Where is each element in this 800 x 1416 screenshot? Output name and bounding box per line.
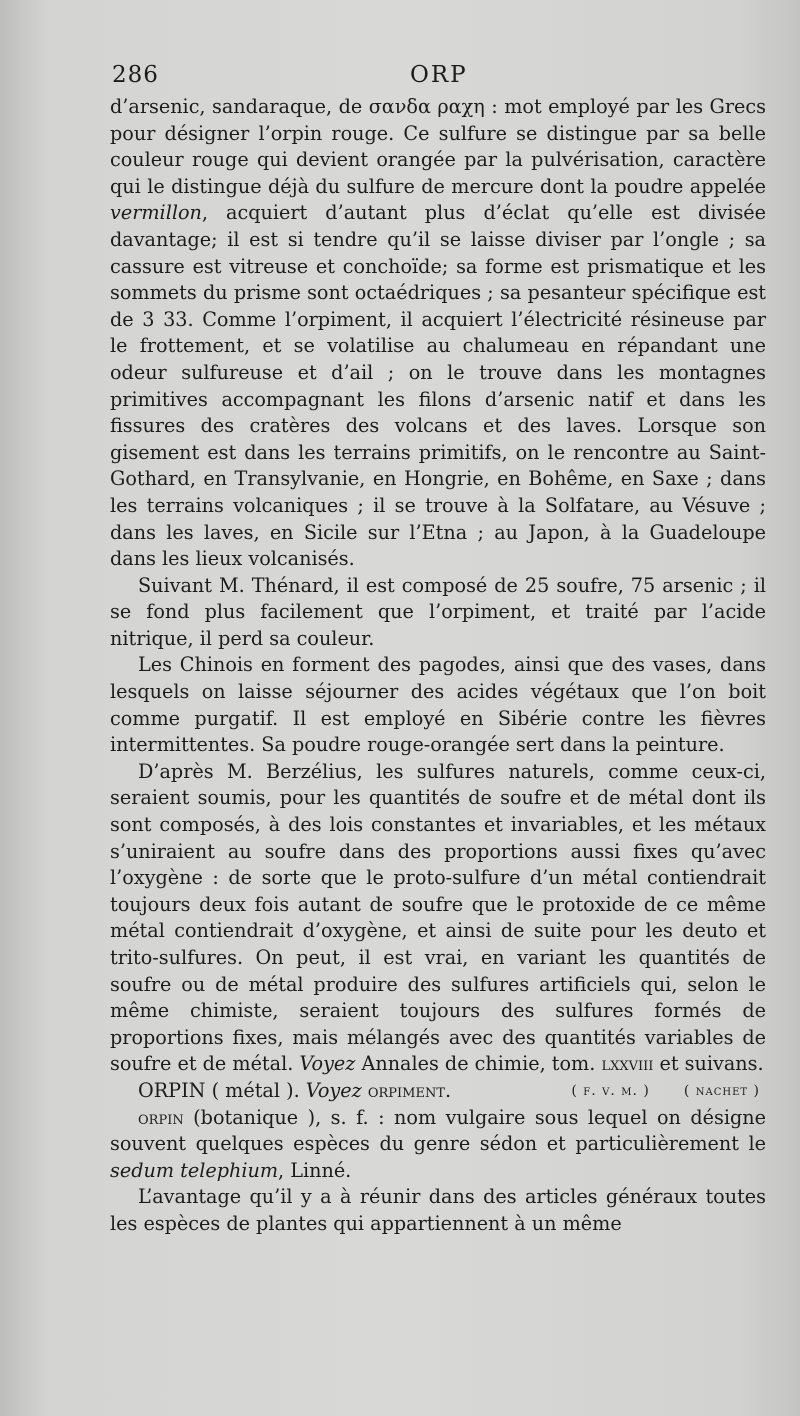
tome-number: lxxviii <box>601 1052 654 1076</box>
paragraph-avantage: L’avantage qu’il y a à réunir dans des articles généraux toutes les espèces de plantes qui appartiennent à un même <box>110 1185 766 1235</box>
header-title: ORP <box>410 62 468 88</box>
author-signature-fvm: ( f. v. m. ) <box>571 1082 650 1099</box>
entry-orpin-botanique-end: , Linné. <box>278 1158 352 1182</box>
paragraph-realgar-text-1: d’arsenic, sandaraque, de σανδα ραχη : mot employé par les Grecs pour désigner l’orpin rouge. Ce sulfure se distingue par sa belle couleur rouge qui devient orangée par la pulvérisation, caractère qui le distingue déjà du sulfure de mercure dont la poudre appelée <box>110 95 766 198</box>
species-name: sedum telephium <box>110 1158 279 1182</box>
author-signature-nachet: ( nachet ) <box>683 1082 760 1099</box>
berzelius-text: D’après M. Berzélius, les sulfures naturels, comme ceux-ci, seraient soumis, pour les quantités de soufre et de métal dont ils sont composés, à des lois constantes et invariables, et les métaux s’uniraient au soufre dans des proportions aussi fixes qu’avec l’oxygène : de sorte que le proto-sulfure d’un métal contiendrait toujours deux fois autant de soufre que le protoxide de ce même métal contiendrait d’oxygène, et ainsi de suite pour les deuto et trito-sulfures. On peut, il est vrai, en variant les quantités de soufre ou de métal produire des sulfures artificiels qui, selon le même chimiste, seraient toujours des sulfures formés de proportions fixes, mais mélangés avec des quantités variables de soufre et de métal. <box>110 759 766 1076</box>
page-number: 286 <box>112 62 159 88</box>
entry-orpin-botanique-text: (botanique ), s. f. : nom vulgaire sous lequel on désigne souvent quelques espèces du genre sédon et particulièrement le <box>110 1105 766 1156</box>
paragraph-realgar-text-2: , acquiert d’autant plus d’éclat qu’elle est divisée davantage; il est si tendre qu’il se laisse diviser par l’ongle ; sa cassure est vitreuse et conchoïde; sa forme est prismatique et les sommets du prisme sont octaédriques ; sa pesanteur spécifique est de 3 33. Comme l’orpiment, il acquiert l’électricité résineuse par le frottement, et se volatilise au chalumeau en répandant une odeur sulfureuse et d’ail ; on le trouve dans les montagnes primitives accompagnant les filons d’arsenic natif et dans les fissures des cratères des volcans et des laves. Lorsque son gisement est dans les terrains primitifs, on le rencontre au Saint-Gothard, en Transylvanie, en Hongrie, en Bohême, en Saxe ; dans les terrains volcaniques ; il se trouve à la Solfatare, au Vésuve ; dans les laves, en Sicile sur l’Etna ; au Japon, à la Guadeloupe dans les lieux volcanisés. <box>110 201 766 571</box>
entry-orpin-metal-head: ORPIN <box>138 1078 206 1102</box>
annales-reference: Annales de chimie, tom. <box>355 1052 602 1076</box>
entry-orpin-metal-voyez: Voyez <box>305 1078 362 1102</box>
paragraph-thenard: Suivant M. Thénard, il est composé de 25 soufre, 75 arsenic ; il se fond plus facilement que l’orpiment, et traité par l’acide nitrique, il perd sa couleur. <box>110 573 766 650</box>
entry-orpin-metal-ref: orpiment. <box>361 1078 452 1102</box>
paragraph-chinois: Les Chinois en forment des pagodes, ainsi que des vases, dans lesquels on laisse séjourner des acides végétaux que l’on boit comme purgatif. Il est employé en Sibérie contre les fièvres intermittentes. Sa poudre rouge-orangée sert dans la peinture. <box>110 653 766 757</box>
entry-orpin-metal-text: ( métal ). <box>205 1078 306 1102</box>
term-vermillon: vermillon <box>110 201 202 225</box>
voyez-reference: Voyez <box>299 1052 356 1076</box>
suivans-text: et suivans. <box>653 1052 764 1076</box>
paragraph-realgar <box>110 94 766 573</box>
entry-orpin-botanique <box>110 1105 766 1185</box>
page-body <box>110 94 766 1238</box>
entry-orpin-botanique-head: orpin <box>138 1105 184 1129</box>
running-head <box>110 60 766 94</box>
